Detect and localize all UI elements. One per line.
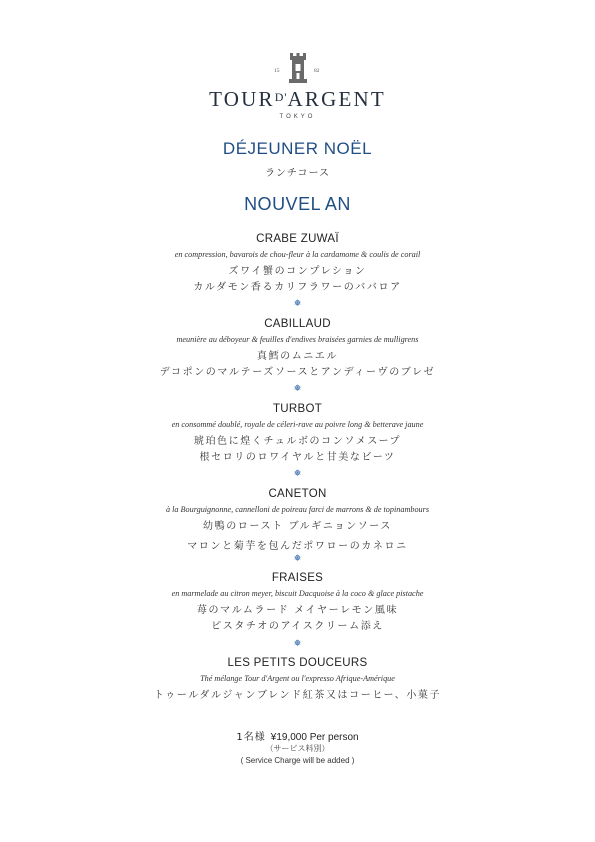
brand-small: D' [274,90,288,104]
crest-logo [0,52,595,86]
snowflake-separator-icon: ❅ [293,383,302,393]
course-japanese-line-1: 苺のマルムラード メイヤーレモン風味 [196,605,399,616]
course-japanese-line-2: デコポンのマルテーズソースとアンディーヴのブレゼ [159,367,436,378]
course-japanese-line-2: カルダモン香るカリフラワーのババロア [193,282,402,293]
price-line [0,728,595,743]
menu-title-japanese: ランチコース [264,168,331,179]
course-japanese-line-2: ピスタチオのアイスクリーム添え [211,621,384,632]
menu-season-title: NOUVEL AN [244,194,351,214]
course-japanese-line-2: マロンと菊芋を包んだポワローのカネロニ [187,541,408,552]
course-japanese-line-1: ズワイ蟹のコンプレション [228,266,367,277]
course-name: CRABE ZUWAÏ [256,233,339,245]
course-name: CABILLAUD [264,318,331,330]
brand-main-2: ARGENT [287,87,386,111]
crest-year-left: 15 [273,68,279,74]
course-japanese-line-1: トゥールダルジャンブレンド紅茶又はコーヒー、小菓子 [153,690,442,701]
course-description: Thé mélange Tour d'Argent ou l'expresso Afrique-Amérique [200,674,395,683]
price-amount: ¥19,000 Per person [270,732,359,743]
brand-main-1: TOUR [209,87,275,111]
brand-city: TOKYO [279,114,316,120]
course-description: meunière au déboyeur & feuilles d'endives braisées garnies de mulligrens [176,335,419,344]
tower-crest-icon [268,52,328,86]
snowflake-separator-icon: ❅ [293,553,302,563]
course-japanese-line-1: 真鱈のムニエル [256,351,339,362]
snowflake-separator-icon: ❅ [293,298,302,308]
course-description: en marmelade au citron meyer, biscuit Dacquoise à la coco & glace pistache [171,589,424,598]
snowflake-separator-icon: ❅ [293,638,302,648]
service-charge-english: ( Service Charge will be added ) [240,756,355,765]
course-name: FRAISES [271,572,324,584]
course-name: LES PETITS DOUCEURS [227,657,368,669]
course-description: en consommé doublé, royale de céleri-rave au poivre long & betterave jaune [171,420,424,429]
service-charge-japanese: （サービス料別） [265,744,330,753]
course-name: CANETON [268,488,327,500]
course-name: TURBOT [272,403,323,415]
snowflake-separator-icon: ❅ [293,468,302,478]
course-description: à la Bourguignonne, cannelloni de poireau farci de marrons & de topinambours [165,505,430,514]
course-japanese-line-1: 幼鴨のロースト ブルギニョンソース [203,521,392,532]
price-per-person-japanese: 1名様 [236,732,266,743]
course-japanese-line-1: 琥珀色に煌くチュルボのコンソメスープ [193,436,402,447]
brand-wordmark [0,87,595,112]
course-description: en compression, bavarois de chou-fleur à la cardamome & coulis de corail [174,250,421,259]
crest-year-right: 82 [313,68,319,74]
course-japanese-line-2: 根セロリのロワイヤルと甘美なビーツ [199,452,396,463]
menu-title-french: DÉJEUNER NOËL [222,139,373,158]
